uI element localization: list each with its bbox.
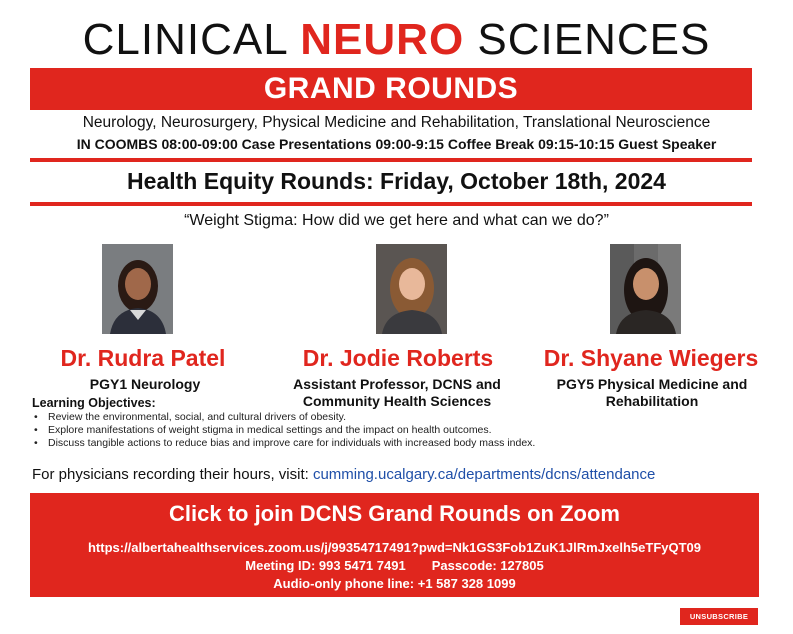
grand-rounds-banner: GRAND ROUNDS bbox=[30, 68, 752, 110]
title-highlight: NEURO bbox=[300, 15, 465, 64]
attendance-note bbox=[32, 466, 655, 483]
event-title: Health Equity Rounds: Friday, October 18th, 2024 bbox=[127, 168, 666, 194]
list-item: • Discuss tangible actions to reduce bias and improve care for individuals with increased body mass index. bbox=[32, 437, 732, 450]
attendance-text: For physicians recording their hours, visit: bbox=[32, 466, 313, 483]
list-item: • Explore manifestations of weight stigma in medical settings and the impact on health outcomes. bbox=[32, 424, 732, 437]
speaker-photo-roberts bbox=[376, 244, 447, 334]
zoom-url[interactable]: https://albertahealthservices.zoom.us/j/99354717491?pwd=Nk1GS3Fob1ZuK1JlRmJxelh5eTFyQT09 bbox=[87, 540, 702, 555]
zoom-meeting-details bbox=[30, 558, 759, 574]
portrait-image bbox=[610, 244, 681, 334]
speaker-role-roberts bbox=[268, 376, 526, 410]
title-part2: SCIENCES bbox=[464, 15, 711, 64]
learning-objectives-list bbox=[32, 411, 732, 450]
speaker-name-roberts: Dr. Jodie Roberts bbox=[302, 345, 494, 371]
passcode: Passcode: 127805 bbox=[431, 558, 544, 573]
role-line: Rehabilitation bbox=[605, 393, 699, 409]
unsubscribe-button[interactable]: UNSUBSCRIBE bbox=[680, 608, 758, 625]
role-line: Assistant Professor, DCNS and bbox=[293, 376, 501, 392]
divider-top bbox=[30, 158, 752, 162]
zoom-join-box[interactable] bbox=[30, 493, 759, 597]
departments-subtitle: Neurology, Neurosurgery, Physical Medicine and Rehabilitation, Translational Neuroscience bbox=[82, 114, 711, 131]
speaker-photo-wiegers bbox=[610, 244, 681, 334]
speaker-photo-patel bbox=[102, 244, 173, 334]
role-line: Community Health Sciences bbox=[302, 393, 492, 409]
meeting-id: Meeting ID: 993 5471 7491 bbox=[245, 558, 406, 573]
divider-bottom bbox=[30, 202, 752, 206]
speaker-role-wiegers bbox=[532, 376, 772, 410]
page-title bbox=[0, 16, 793, 64]
schedule-line: IN COOMBS 08:00-09:00 Case Presentations 09:00-9:15 Coffee Break 09:15-10:15 Guest Speaker bbox=[76, 136, 717, 152]
zoom-join-heading[interactable]: Click to join DCNS Grand Rounds on Zoom bbox=[169, 501, 620, 526]
portrait-image bbox=[102, 244, 173, 334]
portrait-image bbox=[376, 244, 447, 334]
attendance-link[interactable]: cumming.ucalgary.ca/departments/dcns/attendance bbox=[312, 466, 656, 483]
speaker-role-patel bbox=[60, 376, 230, 393]
zoom-phone-line: Audio-only phone line: +1 587 328 1099 bbox=[273, 576, 516, 591]
role-line: PGY1 Neurology bbox=[89, 376, 201, 392]
role-line: PGY5 Physical Medicine and bbox=[556, 376, 748, 392]
list-item: • Review the environmental, social, and cultural drivers of obesity. bbox=[32, 411, 732, 424]
speaker-name-patel: Dr. Rudra Patel bbox=[60, 345, 226, 371]
speaker-name-wiegers: Dr. Shyane Wiegers bbox=[543, 345, 759, 371]
talk-title-quote: “Weight Stigma: How did we get here and what can we do?” bbox=[184, 212, 609, 229]
title-part1: CLINICAL bbox=[82, 15, 301, 64]
learning-objectives-title: Learning Objectives: bbox=[32, 396, 156, 410]
